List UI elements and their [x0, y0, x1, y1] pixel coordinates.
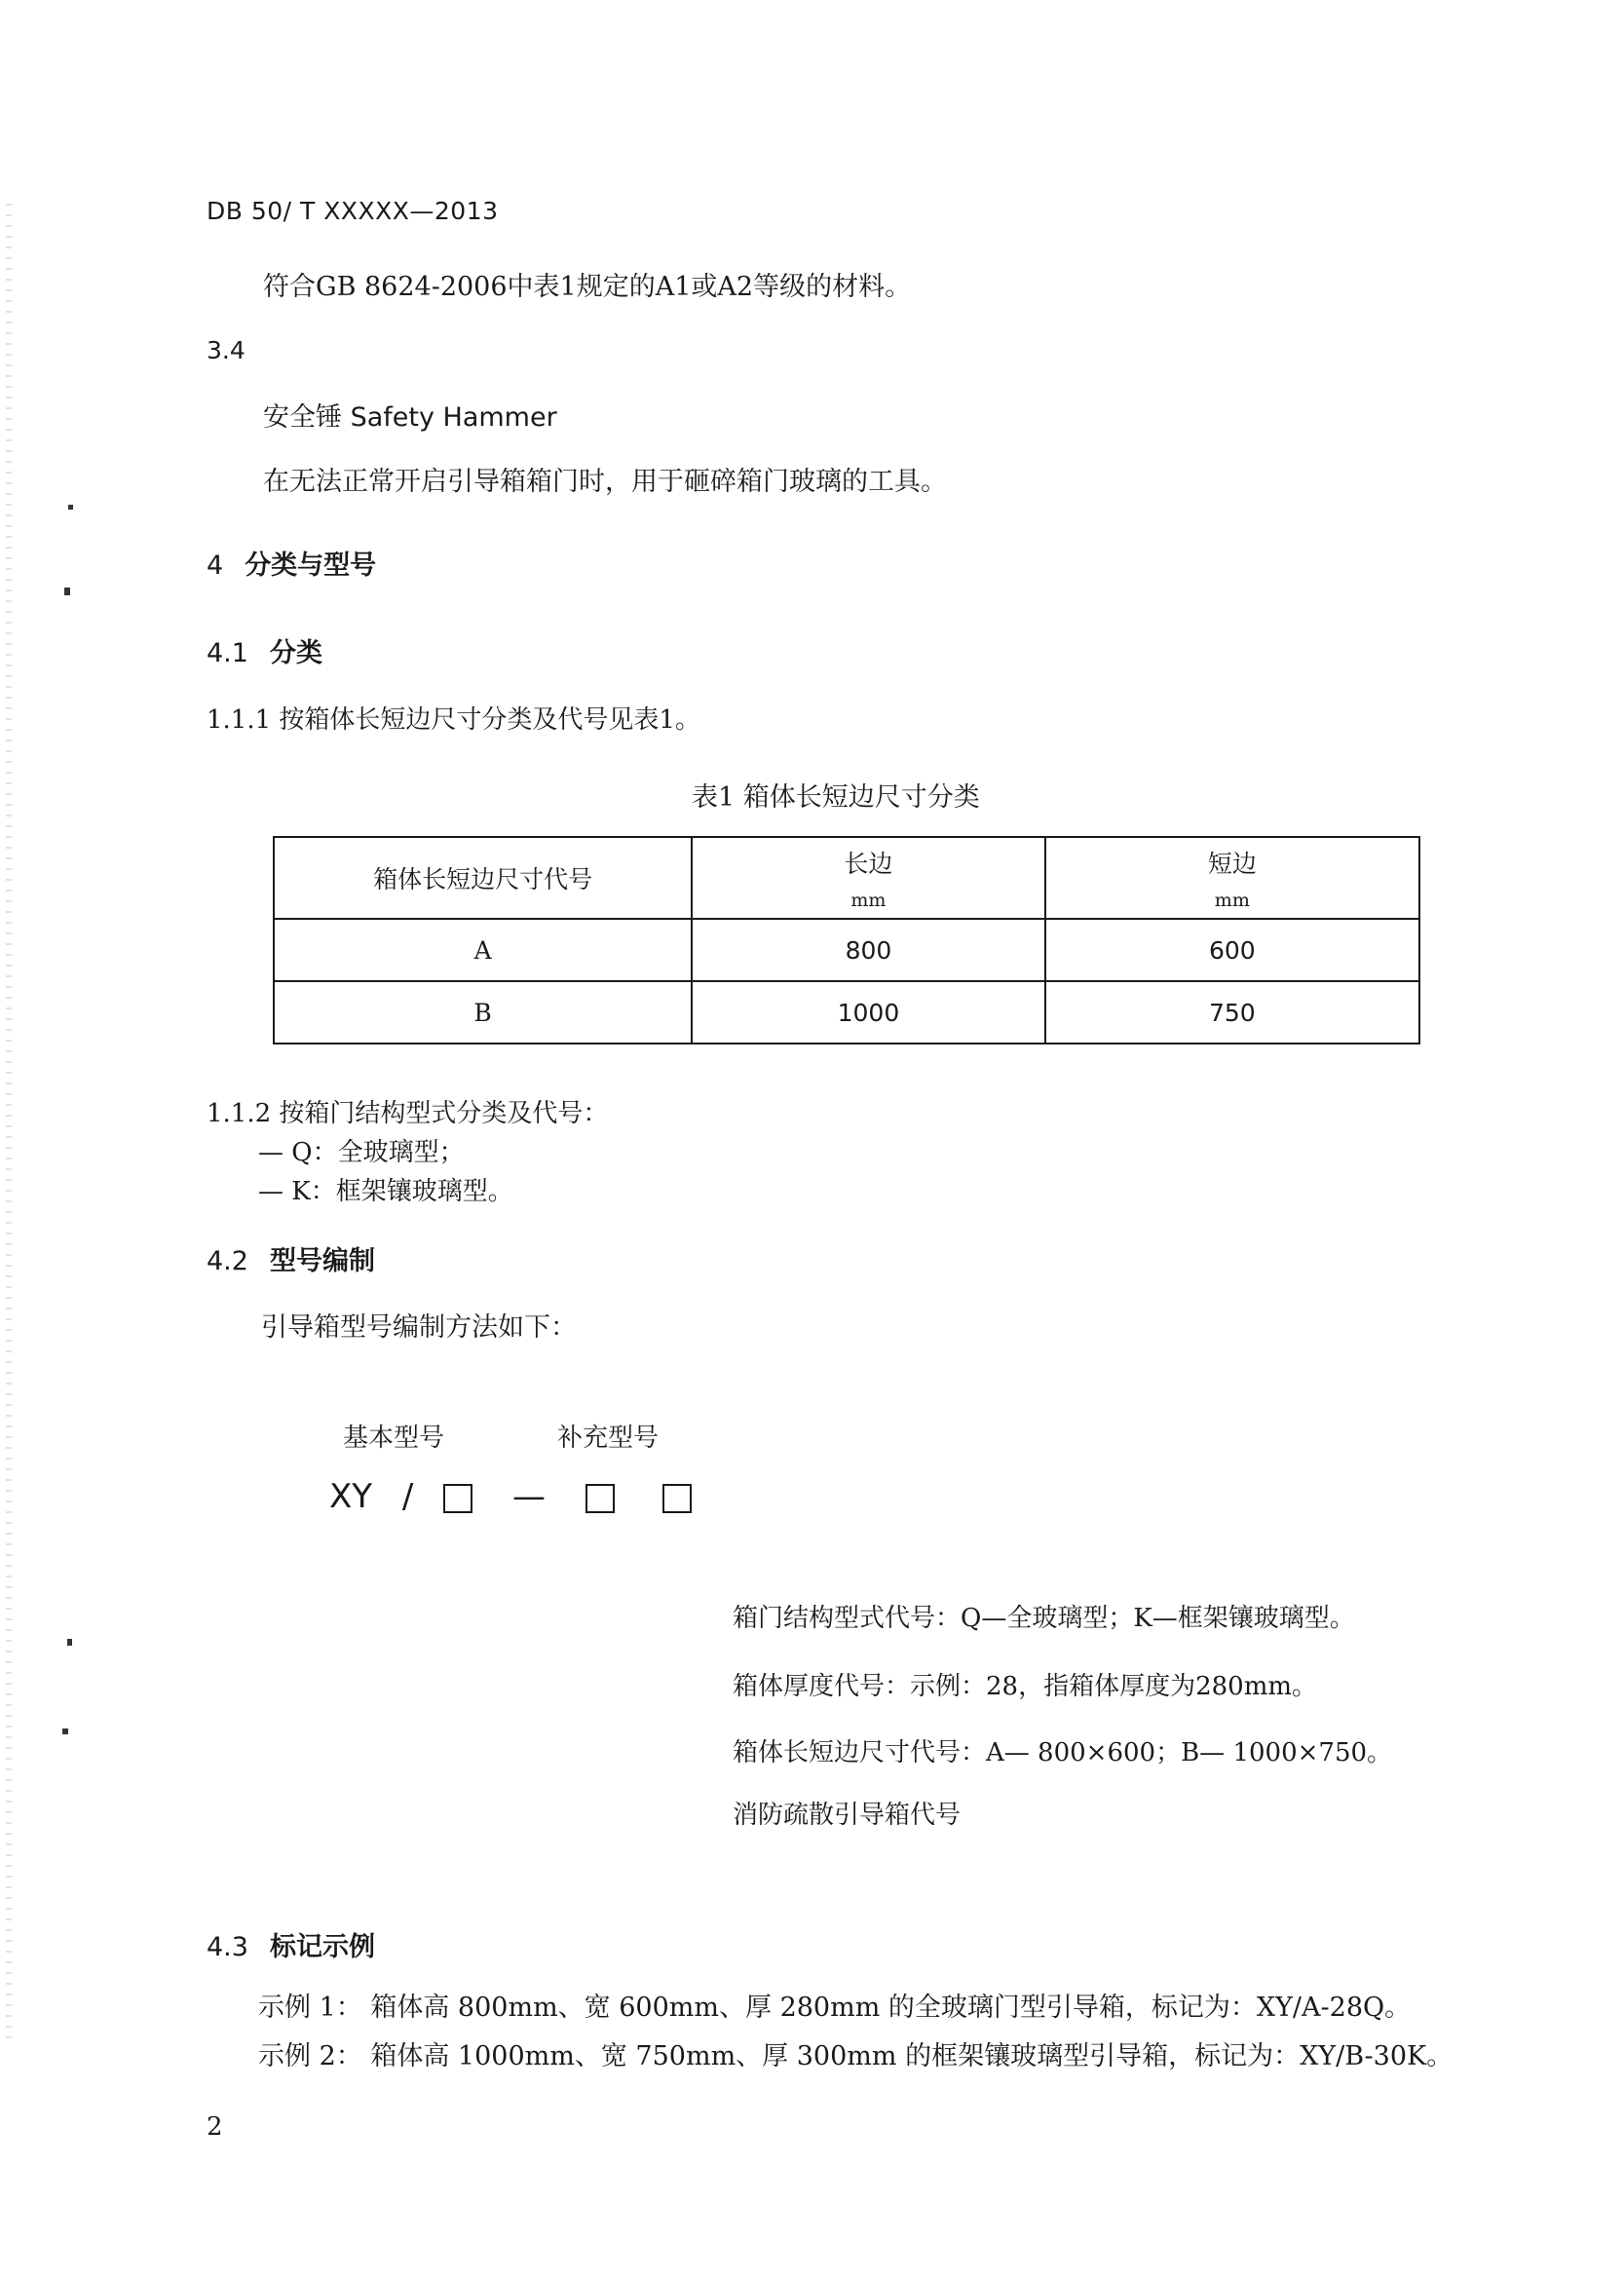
- legend-thickness: 箱体厚度代号：示例：28，指箱体厚度为280mm。: [733, 1672, 1318, 1701]
- header-label: 长边: [844, 850, 893, 878]
- page-number: 2: [207, 2112, 223, 2142]
- model-code-prefix: XY: [329, 1477, 373, 1516]
- scan-speck: [68, 505, 73, 510]
- scan-speck: [67, 1639, 72, 1646]
- marking-example: 示例 2： 箱体高 1000mm、宽 750mm、厚 300mm 的框架镶玻璃型引导箱，标记为：XY/B-30K。: [258, 2041, 1454, 2071]
- section-heading-4-1: [207, 631, 322, 669]
- section-title: 分类: [269, 638, 322, 668]
- header-unit: mm: [850, 890, 887, 911]
- table-cell: 750: [1045, 981, 1419, 1044]
- section-number-3-4: 3.4: [207, 336, 245, 364]
- term-safety-hammer: 安全锤 Safety Hammer: [263, 402, 557, 433]
- header-label: 短边: [1207, 850, 1257, 878]
- table-cell: 600: [1045, 919, 1419, 981]
- size-table: [273, 836, 1420, 1045]
- term-definition: 在无法正常开启引导箱箱门时，用于砸碎箱门玻璃的工具。: [263, 467, 947, 497]
- table-header-cell: [692, 837, 1044, 919]
- placeholder-box-size: [443, 1484, 472, 1513]
- document-id: DB 50/ T XXXXX—2013: [207, 197, 499, 225]
- table-row: [274, 981, 1419, 1044]
- placeholder-box-door: [662, 1484, 692, 1513]
- list-item: — Q：全玻璃型；: [258, 1138, 465, 1167]
- model-intro: 引导箱型号编制方法如下：: [261, 1312, 577, 1343]
- legend-door-structure: 箱门结构型式代号：Q—全玻璃型；K—框架镶玻璃型。: [733, 1604, 1355, 1633]
- table-cell: B: [274, 981, 692, 1044]
- section-number: 4.3: [207, 1932, 248, 1962]
- placeholder-box-thickness: [585, 1484, 615, 1513]
- section-number: 4: [207, 551, 224, 581]
- list-item: — K：框架镶玻璃型。: [258, 1177, 513, 1206]
- table-cell: A: [274, 919, 692, 981]
- clause-1-1-1: 1.1.1 按箱体长短边尺寸分类及代号见表1。: [207, 705, 700, 735]
- model-code-slash: /: [401, 1477, 414, 1516]
- section-number: 4.2: [207, 1246, 248, 1276]
- section-heading-4-2: [207, 1239, 375, 1277]
- section-number: 4.1: [207, 638, 248, 668]
- marking-example: 示例 1： 箱体高 800mm、宽 600mm、厚 280mm 的全玻璃门型引导箱，标记为：XY/A-28Q。: [258, 1993, 1412, 2023]
- table-header-row: [274, 837, 1419, 919]
- section-title: 型号编制: [269, 1246, 375, 1276]
- scan-edge-noise: [6, 195, 12, 2046]
- section-title: 分类与型号: [245, 551, 377, 581]
- table-caption: 表1 箱体长短边尺寸分类: [692, 782, 980, 813]
- clause-1-1-2: 1.1.2 按箱门结构型式分类及代号：: [207, 1099, 609, 1128]
- section-heading-4: [207, 544, 376, 582]
- supplementary-model-label: 补充型号: [557, 1424, 660, 1453]
- paragraph-material-grade: 符合GB 8624-2006中表1规定的A1或A2等级的材料。: [263, 272, 912, 302]
- basic-model-label: 基本型号: [343, 1424, 445, 1453]
- model-code-diagram: [329, 1477, 692, 1516]
- legend-size: 箱体长短边尺寸代号：A— 800×600；B— 1000×750。: [733, 1738, 1393, 1767]
- table-row: [274, 919, 1419, 981]
- table-cell: 1000: [692, 981, 1044, 1044]
- table-header-cell: [1045, 837, 1419, 919]
- section-heading-4-3: [207, 1925, 375, 1963]
- table-header-cell: 箱体长短边尺寸代号: [274, 837, 692, 919]
- section-title: 标记示例: [269, 1932, 375, 1962]
- header-unit: mm: [1214, 890, 1250, 911]
- model-code-dash: —: [511, 1477, 546, 1516]
- scan-speck: [62, 1728, 68, 1734]
- table-cell: 800: [692, 919, 1044, 981]
- legend-box-code: 消防疏散引导箱代号: [733, 1801, 962, 1830]
- scan-speck: [64, 588, 70, 595]
